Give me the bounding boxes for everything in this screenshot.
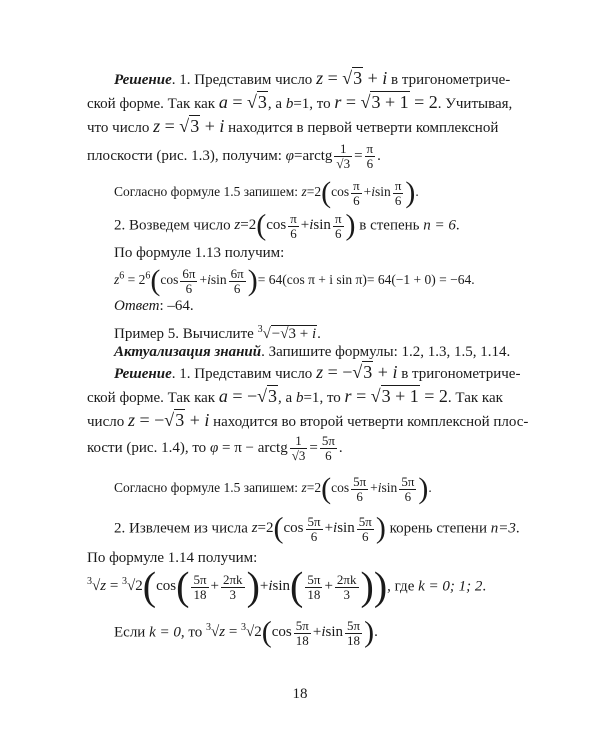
- line-11: Актуализация знаний. Запишите формулы: 1.2, 1.3, 1.5, 1.14.: [114, 344, 511, 360]
- page-number: 18: [292, 686, 308, 702]
- line-14: число z = −√3 + i находится во второй четверти комплексной плос-: [87, 410, 529, 430]
- formula-trig-2: z=2(cos $\frac{\pi}{6}$ +isin $\frac{\pi}{6}$ ): [234, 209, 356, 242]
- actualization-label: Актуализация знаний: [114, 344, 262, 360]
- formula-a: a = √3: [218, 92, 267, 112]
- line-19: $^3$√z = $^3$√2(cos( $\frac{5\pi}{18}$ + $\frac{2\pi k}{3}$ )+isin( $\frac{5\pi}{18}$ + $\frac{2\pi k}{3}$ )), где k = 0; 1; 2.: [87, 564, 487, 609]
- formula-z: z = √3 + i: [316, 68, 388, 88]
- formula-z-4: z = −√3 + i: [127, 410, 210, 430]
- line-8: [114, 266, 475, 296]
- formula-a-2: a = −√3: [218, 386, 278, 406]
- formula-phi: φ=arctg $\frac{1}{√3}$ = $\frac{\pi}{6}$ .: [285, 141, 381, 171]
- line-12: Решение. 1. Представим число z = −√3 + i в тригонометриче-: [114, 362, 521, 382]
- formula-roots: $^3$√z = $^3$√2(cos( $\frac{5\pi}{18}$ + $\frac{2\pi k}{3}$ )+isin( $\frac{5\pi}{18}$ + $\frac{2\pi k}{3}$ )): [87, 564, 388, 609]
- formula-cube-root: $^3$√−√3 + i: [257, 324, 317, 342]
- formula-phi-2: φ = π − arctg $\frac{1}{√3}$ = $\frac{5\pi}{6}$ .: [209, 433, 343, 463]
- line-16: Согласно формуле 1.5 запишем: z=2(cos $\frac{5\pi}{6}$ +isin $\frac{5\pi}{6}$ ).: [114, 472, 432, 505]
- line-2: ской форме. Так как a = √3, а b=1, то r = √3 + 1 = 2. Учитывая,: [87, 92, 513, 112]
- line-4: плоскости (рис. 1.3), получим: φ=arctg $\frac{1}{√3}$ = $\frac{\pi}{6}$ .: [87, 141, 381, 171]
- line-5: Согласно формуле 1.5 запишем: z=2(cos $\frac{\pi}{6}$ +isin $\frac{\pi}{6}$ ).: [114, 176, 419, 209]
- line-7: По формуле 1.13 получим:: [114, 245, 285, 261]
- formula-z-2: z = √3 + i: [153, 116, 225, 136]
- formula-power: $z^6 = 2^6(\cos$ $\frac{6\pi}{6}$ +isin $\frac{6\pi}{6}$ )= 64(cos π + i sin π)= 64(−1 + 0) = −64.: [114, 264, 475, 297]
- line-15: кости (рис. 1.4), то φ = π − arctg $\frac{1}{√3}$ = $\frac{5\pi}{6}$ .: [87, 433, 343, 463]
- line-17: 2. Извлечем из числа z=2(cos $\frac{5\pi}{6}$ +isin $\frac{5\pi}{6}$ ) корень степени n=3.: [114, 512, 520, 545]
- line-20: Если k = 0, то $^3$√z = $^3$√2(cos $\frac{5\pi}{18}$ +isin $\frac{5\pi}{18}$ ).: [114, 616, 378, 649]
- solution-label: Решение: [114, 72, 172, 88]
- formula-z-3: z = −√3 + i: [316, 362, 398, 382]
- line-9: Ответ: –64.: [114, 298, 194, 314]
- line-6: 2. Возведем число z=2(cos $\frac{\pi}{6}$ +isin $\frac{\pi}{6}$ ) в степень n = 6.: [114, 209, 460, 242]
- line-10: Пример 5. Вычислите $^3$√−√3 + i.: [114, 324, 321, 342]
- formula-r-2: r = √3 + 1 = 2: [344, 386, 448, 406]
- line-3: что число z = √3 + i находится в первой четверти комплексной: [87, 116, 499, 136]
- line-1: Решение. 1. Представим число z = √3 + i в тригонометриче-: [114, 68, 511, 88]
- line-13: ской форме. Так как a = −√3, а b=1, то r = √3 + 1 = 2. Так как: [87, 386, 503, 406]
- formula-root-k0: $^3$√z = $^3$√2(cos $\frac{5\pi}{18}$ +isin $\frac{5\pi}{18}$ ).: [205, 616, 378, 649]
- formula-trig-4: z=2(cos $\frac{5\pi}{6}$ +isin $\frac{5\pi}{6}$ ): [251, 512, 386, 545]
- line-18: По формуле 1.14 получим:: [87, 550, 258, 566]
- solution-label-2: Решение: [114, 366, 172, 382]
- formula-trig-3: z=2(cos $\frac{5\pi}{6}$ +isin $\frac{5\pi}{6}$ ).: [301, 472, 432, 505]
- answer-label: Ответ: [114, 298, 160, 314]
- formula-trig-1: z=2(cos $\frac{\pi}{6}$ +isin $\frac{\pi}{6}$ ).: [301, 176, 419, 209]
- formula-r: r = √3 + 1 = 2: [334, 92, 438, 112]
